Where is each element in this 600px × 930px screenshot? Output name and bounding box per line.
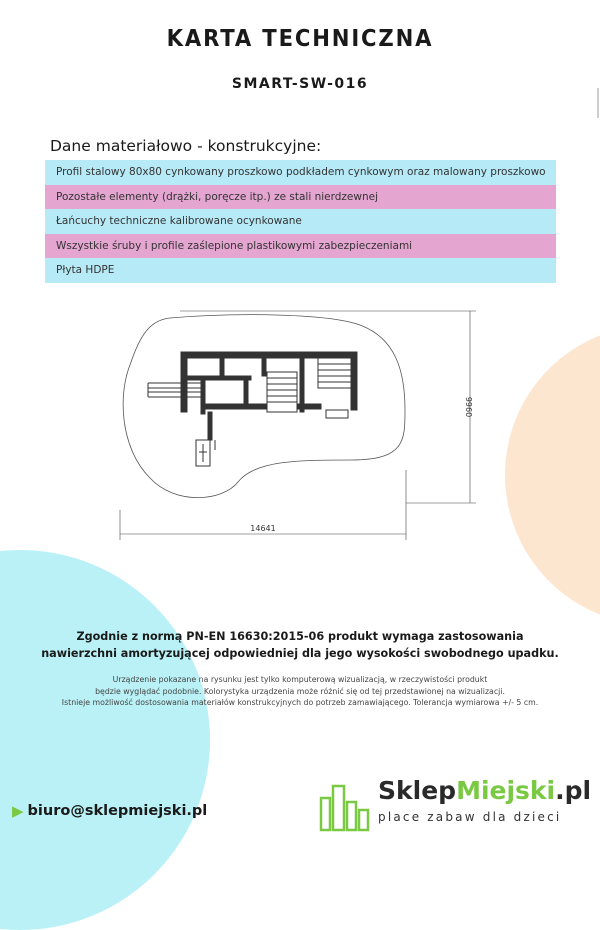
norm-line-1: Zgodnie z normą PN-EN 16630:2015-06 produkt wymaga zastosowania [76, 630, 524, 643]
material-row-profile: Profil stalowy 80x80 cynkowany proszkowo podkładem cynkowym oraz malowany proszkowo [45, 160, 556, 185]
material-row-bolts: Wszystkie śruby i profile zaślepione plastikowymi zabezpieczeniami [45, 234, 556, 259]
city-buildings-icon [318, 780, 372, 832]
norm-line-2: nawierzchni amortyzującej odpowiedniej dla jego wysokości swobodnego upadku. [41, 647, 559, 660]
logo-part-sklep: Sklep [378, 776, 457, 805]
play-arrow-icon: ▶ [12, 802, 24, 820]
material-row-chains: Łańcuchy techniczne kalibrowane ocynkowane [45, 209, 556, 234]
disclaimer-line-1: Urządzenie pokazane na rysunku jest tylko komputerową wizualizacją, w rzeczywistości produkt [112, 675, 488, 684]
disclaimer-line-3: Istnieje możliwość dostosowania materiałów konstrukcyjnych do potrzeb zamawiającego. Tolerancja wymiarowa +/- 5 cm. [61, 698, 539, 707]
materials-heading: Dane materiałowo - konstrukcyjne: [50, 137, 322, 155]
logo-tagline: place zabaw dla dzieci [378, 810, 562, 824]
email-text[interactable]: biuro@sklepmiejski.pl [27, 803, 208, 819]
logo-wordmark [378, 776, 591, 805]
disclaimer-line-2: będzie wyglądać podobnie. Kolorystyka urządzenia może różnić się od tej przedstawionej na wizualizacji. [95, 686, 505, 696]
material-row-hdpe: Płyta HDPE [45, 258, 556, 283]
equipment-plan [148, 352, 357, 466]
disclaimer [0, 674, 600, 709]
model-code: SMART-SW-016 [231, 76, 369, 92]
logo-part-miejski: Miejski [456, 776, 556, 805]
dimension-width-label: 14641 [250, 524, 276, 533]
contact-email[interactable] [12, 802, 207, 820]
brand-logo [318, 776, 592, 836]
logo-part-pl: .pl [555, 776, 592, 805]
norm-notice [20, 628, 580, 662]
page-title: KARTA TECHNICZNA [166, 26, 434, 52]
material-row-other-elements: Pozostałe elementy (drążki, poręcze itp.) ze stali nierdzewnej [45, 185, 556, 210]
dimension-height-label: 9960 [464, 396, 473, 418]
